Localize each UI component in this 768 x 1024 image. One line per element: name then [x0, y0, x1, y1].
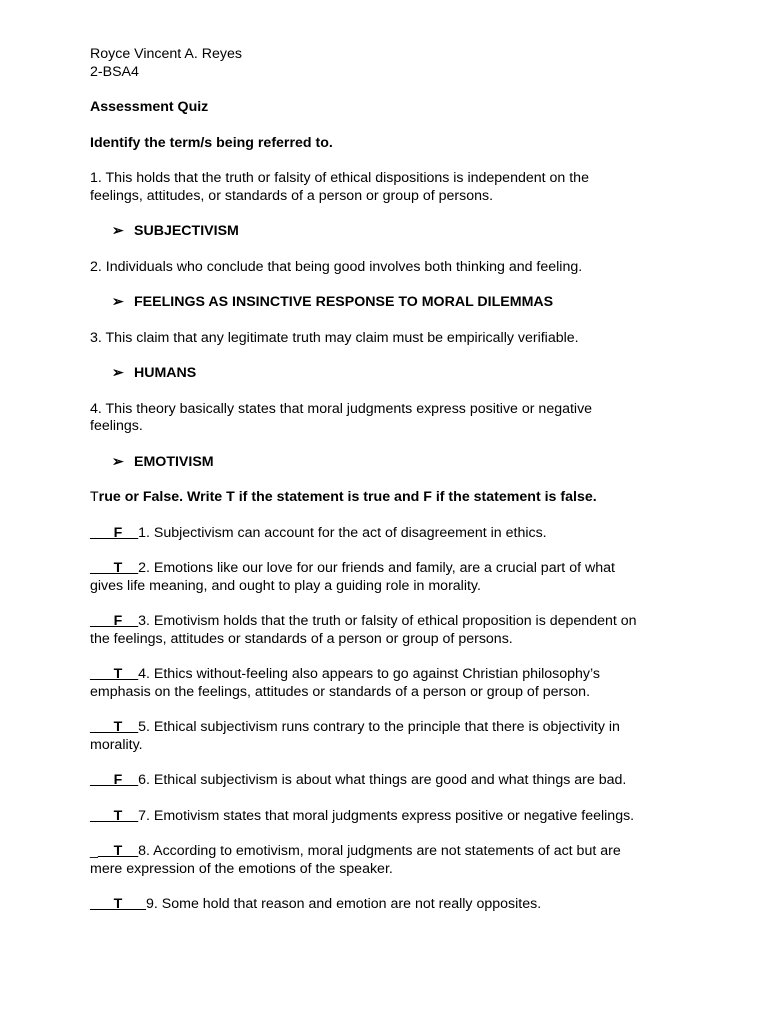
statement-text: 8. According to emotivism, moral judgments are not statements of act but are [138, 843, 621, 859]
statement-text: mere expression of the emotions of the speaker. [90, 860, 393, 877]
answer-bullet [90, 454, 690, 472]
tf-item [90, 808, 690, 826]
tf-item [90, 843, 690, 878]
answer-blank: ___T__ [90, 719, 139, 735]
tf-item [90, 896, 690, 914]
answer-blank: ___F__ [90, 524, 139, 541]
statement-text: 2. Emotions like our love for our friends and family, are a crucial part of what [138, 560, 615, 576]
identify-item [90, 170, 690, 205]
answer-bullet [90, 365, 690, 383]
student-section: 2-BSA4 [90, 63, 139, 80]
answer-text: FEELINGS AS INSINCTIVE RESPONSE TO MORAL DILEMMAS [134, 294, 554, 310]
tf-item [90, 560, 690, 595]
answer-bullet [90, 223, 690, 241]
arrow-bullet-icon: ➢ [112, 365, 124, 381]
question-line: 4. This theory basically states that moral judgments express positive or negative [90, 400, 593, 417]
statement-text: 1. Subjectivism can account for the act of disagreement in ethics. [138, 524, 547, 541]
statement-text: the feelings, attitudes or standards of a person or group of persons. [90, 630, 513, 647]
document-page [90, 46, 690, 914]
statement-text: morality. [90, 736, 143, 753]
tf-item [90, 772, 690, 790]
statement-text: 4. Ethics without-feeling also appears to go against Christian philosophy’s [138, 666, 601, 682]
answer-blank: __T__ [97, 843, 139, 859]
tf-item [90, 666, 690, 701]
question-line: feelings. [90, 418, 143, 434]
student-name: Royce Vincent A. Reyes [90, 46, 242, 62]
question-line: 2. Individuals who conclude that being good involves both thinking and feeling. [90, 258, 583, 275]
answer-text: HUMANS [134, 365, 197, 381]
statement-text: emphasis on the feelings, attitudes or standards of a person or group of person. [90, 683, 591, 700]
answer-blank: ___F__ [90, 613, 139, 629]
answer-blank: ___T___ [90, 896, 147, 912]
statement-text: 5. Ethical subjectivism runs contrary to the principle that there is objectivity in [138, 719, 620, 735]
arrow-bullet-icon: ➢ [112, 223, 124, 239]
tf-item [90, 525, 690, 543]
tf-item [90, 719, 690, 754]
question-line: feelings, attitudes, or standards of a person or group of persons. [90, 187, 494, 204]
instruction-first-letter: T [90, 489, 99, 505]
statement-text: gives life meaning, and ought to play a guiding role in morality. [90, 577, 481, 594]
answer-blank-prefix: _ [90, 843, 98, 859]
quiz-title: Assessment Quiz [90, 99, 209, 115]
arrow-bullet-icon: ➢ [112, 294, 124, 310]
question-line: 3. This claim that any legitimate truth may claim must be empirically verifiable. [90, 329, 579, 346]
statement-text: 6. Ethical subjectivism is about what things are good and what things are bad. [138, 772, 627, 788]
question-line: 1. This holds that the truth or falsity of ethical dispositions is independent on the [90, 170, 589, 186]
answer-blank: ___T__ [90, 560, 139, 576]
part1-instruction: Identify the term/s being referred to. [90, 134, 333, 151]
statement-text: 7. Emotivism states that moral judgments express positive or negative feelings. [138, 807, 635, 824]
answer-blank: ___T__ [90, 807, 139, 824]
answer-text: EMOTIVISM [134, 453, 214, 470]
statement-text: 3. Emotivism holds that the truth or falsity of ethical proposition is dependent on [138, 613, 637, 629]
part2-instruction [90, 489, 690, 507]
answer-blank: ___T__ [90, 666, 139, 682]
answer-blank: ___F__ [90, 772, 139, 788]
identify-item [90, 401, 690, 436]
instruction-rest: rue or False. Write T if the statement is true and F if the statement is false. [98, 489, 597, 505]
answer-text: SUBJECTIVISM [134, 223, 239, 239]
answer-bullet [90, 294, 690, 312]
statement-text: 9. Some hold that reason and emotion are not really opposites. [146, 896, 542, 912]
tf-item [90, 613, 690, 648]
arrow-bullet-icon: ➢ [112, 453, 124, 470]
